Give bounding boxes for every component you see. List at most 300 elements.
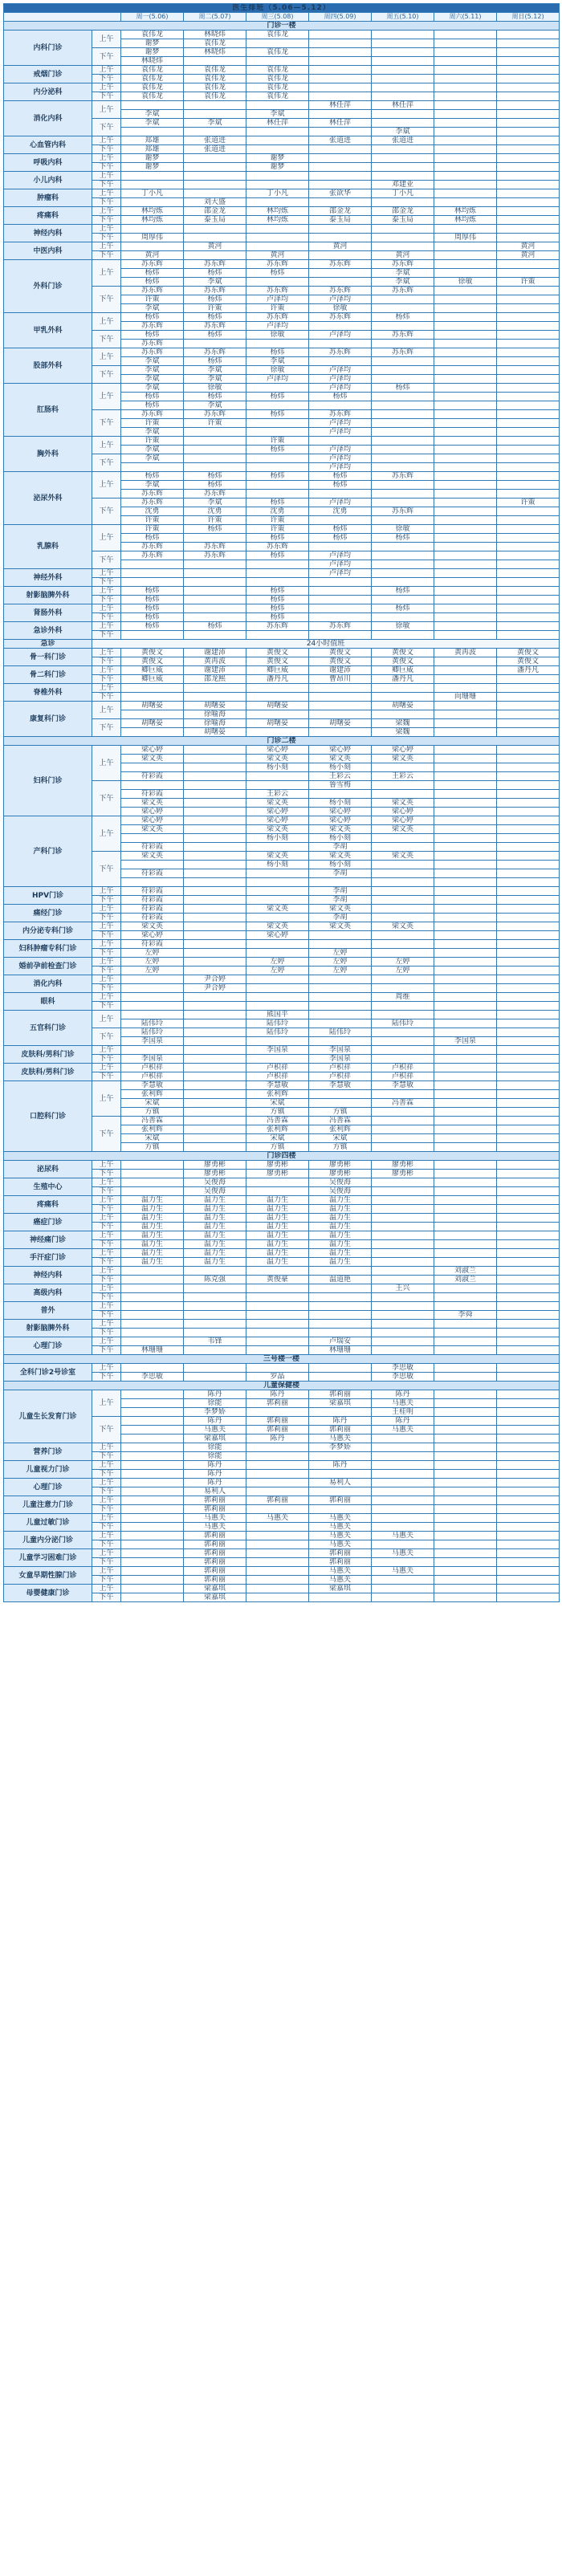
morning-label: 上午 bbox=[92, 225, 121, 234]
doctor-cell bbox=[434, 39, 497, 48]
doctor-cell: 吴俊海 bbox=[184, 1187, 246, 1196]
doctor-cell bbox=[309, 1267, 372, 1276]
doctor-cell bbox=[309, 128, 372, 136]
department-name: 高级内科 bbox=[4, 1284, 92, 1302]
doctor-cell bbox=[372, 1046, 434, 1055]
doctor-cell bbox=[184, 1311, 246, 1320]
doctor-cell: 陆伟玲 bbox=[121, 1028, 184, 1037]
doctor-cell bbox=[121, 1364, 184, 1373]
doctor-cell bbox=[121, 1390, 184, 1399]
doctor-cell bbox=[497, 516, 560, 525]
doctor-cell bbox=[372, 1329, 434, 1337]
department-name: 神经痛门诊 bbox=[4, 1231, 92, 1249]
doctor-cell: 王兴 bbox=[372, 1284, 434, 1293]
doctor-cell bbox=[309, 110, 372, 119]
doctor-cell: 黄河 bbox=[497, 251, 560, 260]
doctor-cell bbox=[246, 1337, 309, 1346]
doctor-cell bbox=[497, 331, 560, 340]
morning-label: 上午 bbox=[92, 1196, 121, 1205]
doctor-cell bbox=[434, 1593, 497, 1602]
doctor-cell bbox=[497, 1337, 560, 1346]
doctor-cell bbox=[372, 613, 434, 622]
doctor-cell bbox=[434, 419, 497, 428]
doctor-cell bbox=[184, 1364, 246, 1373]
doctor-cell bbox=[497, 560, 560, 569]
morning-label: 上午 bbox=[92, 1364, 121, 1373]
doctor-cell bbox=[246, 1576, 309, 1585]
doctor-cell bbox=[184, 1055, 246, 1064]
doctor-cell bbox=[434, 1373, 497, 1382]
doctor-cell bbox=[497, 260, 560, 269]
department-name: 婚前孕前检查门诊 bbox=[4, 958, 92, 975]
doctor-cell bbox=[246, 1585, 309, 1593]
doctor-cell bbox=[246, 490, 309, 499]
doctor-cell: 杨小刻 bbox=[246, 763, 309, 772]
doctor-cell bbox=[497, 163, 560, 172]
doctor-cell bbox=[121, 1540, 184, 1549]
doctor-cell bbox=[372, 1293, 434, 1302]
department-name: 儿童生长发育门诊 bbox=[4, 1390, 92, 1443]
doctor-cell bbox=[184, 755, 246, 763]
doctor-cell bbox=[434, 516, 497, 525]
doctor-cell bbox=[497, 755, 560, 763]
morning-label: 上午 bbox=[92, 666, 121, 675]
doctor-cell: 梁心婷 bbox=[309, 808, 372, 816]
doctor-cell: 徐敏 bbox=[309, 304, 372, 313]
afternoon-label: 下午 bbox=[92, 410, 121, 437]
doctor-cell bbox=[434, 75, 497, 83]
doctor-cell bbox=[372, 781, 434, 790]
doctor-cell bbox=[434, 914, 497, 922]
section-header: 儿童保健楼 bbox=[4, 1382, 560, 1390]
doctor-cell bbox=[184, 1346, 246, 1355]
doctor-cell bbox=[497, 119, 560, 128]
doctor-cell: 卢积祥 bbox=[246, 1072, 309, 1081]
afternoon-label: 下午 bbox=[92, 931, 121, 940]
doctor-cell bbox=[184, 181, 246, 189]
doctor-cell bbox=[246, 1311, 309, 1320]
department-name: 康复科门诊 bbox=[4, 702, 92, 737]
doctor-cell: 徐敏 bbox=[372, 525, 434, 534]
doctor-cell bbox=[434, 728, 497, 737]
doctor-cell bbox=[309, 154, 372, 163]
doctor-cell bbox=[184, 808, 246, 816]
doctor-cell: 许策 bbox=[246, 304, 309, 313]
doctor-cell bbox=[497, 587, 560, 596]
doctor-cell: 黄俊文 bbox=[497, 657, 560, 666]
doctor-cell bbox=[372, 1487, 434, 1496]
doctor-cell bbox=[184, 869, 246, 878]
doctor-cell: 李国泉 bbox=[121, 1055, 184, 1064]
doctor-cell bbox=[497, 1390, 560, 1399]
doctor-cell bbox=[497, 48, 560, 57]
doctor-cell: 陆伟玲 bbox=[246, 1019, 309, 1028]
doctor-cell bbox=[184, 578, 246, 587]
doctor-cell bbox=[434, 1567, 497, 1576]
doctor-cell bbox=[434, 587, 497, 596]
doctor-cell bbox=[184, 128, 246, 136]
department-name: 妇科门诊 bbox=[4, 746, 92, 816]
doctor-cell bbox=[372, 234, 434, 242]
doctor-cell: 林任萍 bbox=[246, 119, 309, 128]
doctor-cell: 李斌 bbox=[184, 119, 246, 128]
doctor-cell bbox=[434, 940, 497, 949]
schedule-table bbox=[3, 3, 560, 1602]
doctor-cell bbox=[497, 1452, 560, 1461]
department-name: 泌尿科 bbox=[4, 1161, 92, 1178]
doctor-cell bbox=[246, 1523, 309, 1532]
doctor-cell: 林均炼 bbox=[246, 216, 309, 225]
doctor-cell bbox=[184, 940, 246, 949]
doctor-cell bbox=[309, 587, 372, 596]
doctor-cell: 杨炜 bbox=[246, 269, 309, 278]
doctor-cell bbox=[434, 578, 497, 587]
doctor-cell: 梁文英 bbox=[309, 755, 372, 763]
doctor-cell: 苏东辉 bbox=[184, 260, 246, 269]
morning-label: 上午 bbox=[92, 83, 121, 92]
doctor-cell bbox=[184, 1019, 246, 1028]
doctor-cell bbox=[372, 401, 434, 410]
section-header: 门诊四楼 bbox=[4, 1152, 560, 1161]
doctor-cell bbox=[184, 887, 246, 896]
doctor-cell bbox=[434, 1302, 497, 1311]
doctor-cell: 杨炜 bbox=[121, 534, 184, 543]
doctor-cell bbox=[434, 543, 497, 551]
doctor-cell: 温力生 bbox=[184, 1196, 246, 1205]
doctor-cell bbox=[372, 914, 434, 922]
department-name: 肛肠科 bbox=[4, 384, 92, 437]
doctor-cell bbox=[497, 145, 560, 154]
doctor-cell: 李斌 bbox=[121, 119, 184, 128]
doctor-cell: 李梦娇 bbox=[309, 1443, 372, 1452]
doctor-cell bbox=[497, 490, 560, 499]
doctor-cell bbox=[434, 763, 497, 772]
doctor-cell bbox=[121, 1532, 184, 1540]
doctor-cell bbox=[497, 967, 560, 975]
doctor-cell: 杨炜 bbox=[372, 587, 434, 596]
doctor-cell bbox=[246, 878, 309, 887]
doctor-cell bbox=[309, 269, 372, 278]
department-name: 心理门诊 bbox=[4, 1479, 92, 1496]
doctor-cell: 杨炜 bbox=[246, 446, 309, 454]
doctor-cell: 苏东辉 bbox=[121, 490, 184, 499]
doctor-cell bbox=[372, 790, 434, 799]
doctor-cell bbox=[121, 1337, 184, 1346]
doctor-cell: 方镇 bbox=[121, 1143, 184, 1152]
doctor-cell bbox=[372, 172, 434, 181]
doctor-cell: 黄河 bbox=[497, 242, 560, 251]
doctor-cell bbox=[372, 1196, 434, 1205]
doctor-cell: 沈勇 bbox=[121, 507, 184, 516]
doctor-cell bbox=[434, 1470, 497, 1479]
doctor-cell: 卿巨威 bbox=[121, 675, 184, 684]
doctor-cell: 许策 bbox=[121, 525, 184, 534]
doctor-cell bbox=[497, 75, 560, 83]
doctor-cell bbox=[246, 975, 309, 984]
doctor-cell: 李斌 bbox=[121, 384, 184, 393]
doctor-cell: 梁文英 bbox=[309, 852, 372, 861]
header-day: 周四(5.09) bbox=[309, 13, 372, 22]
doctor-cell bbox=[121, 1593, 184, 1602]
afternoon-label: 下午 bbox=[92, 1373, 121, 1382]
doctor-cell: 袁伟龙 bbox=[246, 75, 309, 83]
doctor-cell bbox=[497, 1576, 560, 1585]
doctor-cell bbox=[434, 507, 497, 516]
doctor-cell: 黄俊文 bbox=[121, 649, 184, 657]
department-name: 脊椎外科 bbox=[4, 684, 92, 702]
doctor-cell bbox=[184, 463, 246, 472]
doctor-cell bbox=[434, 1117, 497, 1125]
doctor-cell: 袁伟龙 bbox=[184, 92, 246, 101]
doctor-cell: 郭莉丽 bbox=[309, 1549, 372, 1558]
doctor-cell: 曹昂川 bbox=[309, 675, 372, 684]
doctor-cell: 韦锋 bbox=[184, 1337, 246, 1346]
doctor-cell bbox=[372, 1037, 434, 1046]
afternoon-label: 下午 bbox=[92, 1205, 121, 1214]
doctor-cell bbox=[121, 1443, 184, 1452]
doctor-cell: 温力生 bbox=[121, 1205, 184, 1214]
doctor-cell bbox=[184, 428, 246, 437]
doctor-cell bbox=[184, 613, 246, 622]
doctor-cell bbox=[497, 1364, 560, 1373]
doctor-cell: 陈丹 bbox=[184, 1470, 246, 1479]
doctor-cell bbox=[246, 1461, 309, 1470]
doctor-cell bbox=[372, 578, 434, 587]
doctor-cell: 苏东辉 bbox=[309, 313, 372, 322]
doctor-cell: 吴俊海 bbox=[309, 1187, 372, 1196]
doctor-cell bbox=[434, 1284, 497, 1293]
doctor-cell bbox=[497, 746, 560, 755]
doctor-cell: 苏东辉 bbox=[372, 260, 434, 269]
doctor-cell bbox=[372, 1576, 434, 1585]
morning-label: 上午 bbox=[92, 472, 121, 499]
doctor-cell bbox=[497, 1523, 560, 1532]
doctor-cell bbox=[497, 181, 560, 189]
doctor-cell: 王彩云 bbox=[246, 790, 309, 799]
doctor-cell bbox=[372, 1514, 434, 1523]
doctor-cell: 卢泽均 bbox=[309, 366, 372, 375]
doctor-cell bbox=[309, 145, 372, 154]
doctor-cell bbox=[372, 1593, 434, 1602]
doctor-cell bbox=[372, 154, 434, 163]
doctor-cell: 苏东辉 bbox=[184, 287, 246, 295]
doctor-cell bbox=[497, 1205, 560, 1214]
doctor-cell bbox=[121, 1479, 184, 1487]
department-name: 骨二科门诊 bbox=[4, 666, 92, 684]
doctor-cell bbox=[372, 1011, 434, 1019]
doctor-cell: 廖勇彬 bbox=[372, 1170, 434, 1178]
doctor-cell bbox=[434, 181, 497, 189]
department-name: 射影脑脾外科 bbox=[4, 587, 92, 604]
doctor-cell: 温力生 bbox=[309, 1231, 372, 1240]
doctor-cell: 黄俊文 bbox=[309, 649, 372, 657]
doctor-cell: 宋斌 bbox=[121, 1134, 184, 1143]
doctor-cell bbox=[309, 357, 372, 366]
doctor-cell: 李斌 bbox=[372, 128, 434, 136]
doctor-cell bbox=[434, 551, 497, 560]
doctor-cell bbox=[497, 101, 560, 110]
doctor-cell bbox=[121, 1302, 184, 1311]
doctor-cell bbox=[434, 1178, 497, 1187]
doctor-cell bbox=[121, 560, 184, 569]
doctor-cell bbox=[121, 1320, 184, 1329]
doctor-cell: 熊国平 bbox=[246, 1011, 309, 1019]
doctor-cell bbox=[121, 1487, 184, 1496]
morning-label: 上午 bbox=[92, 1461, 121, 1470]
doctor-cell: 许策 bbox=[246, 516, 309, 525]
doctor-cell bbox=[497, 1276, 560, 1284]
doctor-cell bbox=[497, 39, 560, 48]
doctor-cell bbox=[309, 993, 372, 1002]
doctor-cell bbox=[372, 410, 434, 419]
doctor-cell bbox=[309, 1487, 372, 1496]
doctor-cell bbox=[434, 1408, 497, 1417]
doctor-cell bbox=[372, 543, 434, 551]
doctor-cell bbox=[497, 1267, 560, 1276]
doctor-cell: 杨炜 bbox=[309, 525, 372, 534]
doctor-cell bbox=[184, 1011, 246, 1019]
doctor-cell: 李思敏 bbox=[121, 1373, 184, 1382]
doctor-cell: 袁伟龙 bbox=[246, 66, 309, 75]
doctor-cell: 梁嘉琪 bbox=[184, 1593, 246, 1602]
doctor-cell: 宋斌 bbox=[309, 1134, 372, 1143]
morning-label: 上午 bbox=[92, 702, 121, 719]
doctor-cell bbox=[497, 852, 560, 861]
department-name: 急诊 bbox=[4, 640, 92, 649]
doctor-cell bbox=[309, 1452, 372, 1461]
doctor-cell bbox=[497, 225, 560, 234]
doctor-cell bbox=[121, 763, 184, 772]
doctor-cell bbox=[309, 975, 372, 984]
afternoon-label: 下午 bbox=[92, 1002, 121, 1011]
department-name: 射影脑脾外科 bbox=[4, 1320, 92, 1337]
doctor-cell bbox=[184, 587, 246, 596]
doctor-cell bbox=[434, 1134, 497, 1143]
doctor-cell bbox=[246, 684, 309, 693]
department-note: 24小时值班 bbox=[92, 640, 560, 649]
doctor-cell bbox=[372, 551, 434, 560]
morning-label: 上午 bbox=[92, 189, 121, 198]
doctor-cell bbox=[121, 684, 184, 693]
doctor-cell bbox=[309, 604, 372, 613]
doctor-cell: 吴俊海 bbox=[184, 1178, 246, 1187]
doctor-cell: 徐喻海 bbox=[184, 710, 246, 719]
doctor-cell: 梁文英 bbox=[372, 825, 434, 834]
doctor-cell bbox=[497, 428, 560, 437]
doctor-cell bbox=[497, 357, 560, 366]
doctor-cell bbox=[184, 1072, 246, 1081]
doctor-cell bbox=[121, 1293, 184, 1302]
doctor-cell bbox=[309, 39, 372, 48]
doctor-cell bbox=[497, 1134, 560, 1143]
doctor-cell: 卢积祥 bbox=[121, 1064, 184, 1072]
morning-label: 上午 bbox=[92, 1178, 121, 1187]
doctor-cell bbox=[497, 1214, 560, 1223]
doctor-cell: 丁小凡 bbox=[246, 189, 309, 198]
doctor-cell: 吴俊海 bbox=[309, 1178, 372, 1187]
afternoon-label: 下午 bbox=[92, 693, 121, 702]
doctor-cell: 杨炜 bbox=[309, 393, 372, 401]
doctor-cell bbox=[434, 1443, 497, 1452]
doctor-cell: 苏东辉 bbox=[372, 287, 434, 295]
doctor-cell bbox=[372, 1452, 434, 1461]
doctor-cell bbox=[434, 428, 497, 437]
doctor-cell: 林晓炜 bbox=[121, 57, 184, 66]
doctor-cell: 杨小刻 bbox=[309, 861, 372, 869]
doctor-cell: 卢泽均 bbox=[309, 569, 372, 578]
doctor-cell bbox=[309, 92, 372, 101]
doctor-cell bbox=[372, 1117, 434, 1125]
doctor-cell bbox=[434, 675, 497, 684]
doctor-cell bbox=[246, 463, 309, 472]
doctor-cell bbox=[309, 984, 372, 993]
doctor-cell bbox=[184, 1125, 246, 1134]
doctor-cell: 徐敏 bbox=[246, 331, 309, 340]
doctor-cell bbox=[309, 1099, 372, 1108]
doctor-cell: 马惠关 bbox=[246, 1514, 309, 1523]
doctor-cell bbox=[184, 596, 246, 604]
doctor-cell bbox=[434, 1081, 497, 1090]
doctor-cell: 杨炜 bbox=[372, 384, 434, 393]
doctor-cell: 陆伟玲 bbox=[246, 1028, 309, 1037]
doctor-cell: 王彩云 bbox=[372, 772, 434, 781]
doctor-cell bbox=[184, 454, 246, 463]
doctor-cell bbox=[309, 1002, 372, 1011]
doctor-cell: 卿巨威 bbox=[121, 666, 184, 675]
doctor-cell: 陈丹 bbox=[372, 1390, 434, 1399]
doctor-cell bbox=[497, 825, 560, 834]
doctor-cell bbox=[434, 1558, 497, 1567]
afternoon-label: 下午 bbox=[92, 198, 121, 207]
doctor-cell: 李国泉 bbox=[309, 1046, 372, 1055]
doctor-cell bbox=[309, 684, 372, 693]
doctor-cell bbox=[434, 384, 497, 393]
doctor-cell: 杨炜 bbox=[121, 622, 184, 631]
doctor-cell bbox=[309, 75, 372, 83]
doctor-cell: 张利辉 bbox=[309, 1125, 372, 1134]
doctor-cell bbox=[434, 1337, 497, 1346]
doctor-cell bbox=[121, 693, 184, 702]
doctor-cell bbox=[372, 304, 434, 313]
doctor-cell bbox=[434, 242, 497, 251]
doctor-cell bbox=[246, 896, 309, 905]
doctor-cell: 温力生 bbox=[246, 1196, 309, 1205]
doctor-cell bbox=[309, 340, 372, 348]
doctor-cell bbox=[372, 1125, 434, 1134]
doctor-cell bbox=[434, 1125, 497, 1134]
doctor-cell: 卢积祥 bbox=[372, 1072, 434, 1081]
doctor-cell bbox=[372, 393, 434, 401]
doctor-cell: 徐敏 bbox=[184, 384, 246, 393]
morning-label: 上午 bbox=[92, 922, 121, 931]
morning-label: 上午 bbox=[92, 525, 121, 551]
doctor-cell bbox=[434, 1046, 497, 1055]
doctor-cell bbox=[372, 1311, 434, 1320]
doctor-cell bbox=[497, 481, 560, 490]
morning-label: 上午 bbox=[92, 384, 121, 410]
doctor-cell bbox=[497, 675, 560, 684]
doctor-cell bbox=[121, 172, 184, 181]
doctor-cell: 黄河 bbox=[121, 251, 184, 260]
doctor-cell: 李斌 bbox=[372, 269, 434, 278]
doctor-cell bbox=[121, 984, 184, 993]
afternoon-label: 下午 bbox=[92, 1576, 121, 1585]
doctor-cell bbox=[372, 92, 434, 101]
doctor-cell bbox=[309, 198, 372, 207]
doctor-cell bbox=[434, 331, 497, 340]
department-name: 女童早期性腺门诊 bbox=[4, 1567, 92, 1585]
afternoon-label: 下午 bbox=[92, 578, 121, 587]
